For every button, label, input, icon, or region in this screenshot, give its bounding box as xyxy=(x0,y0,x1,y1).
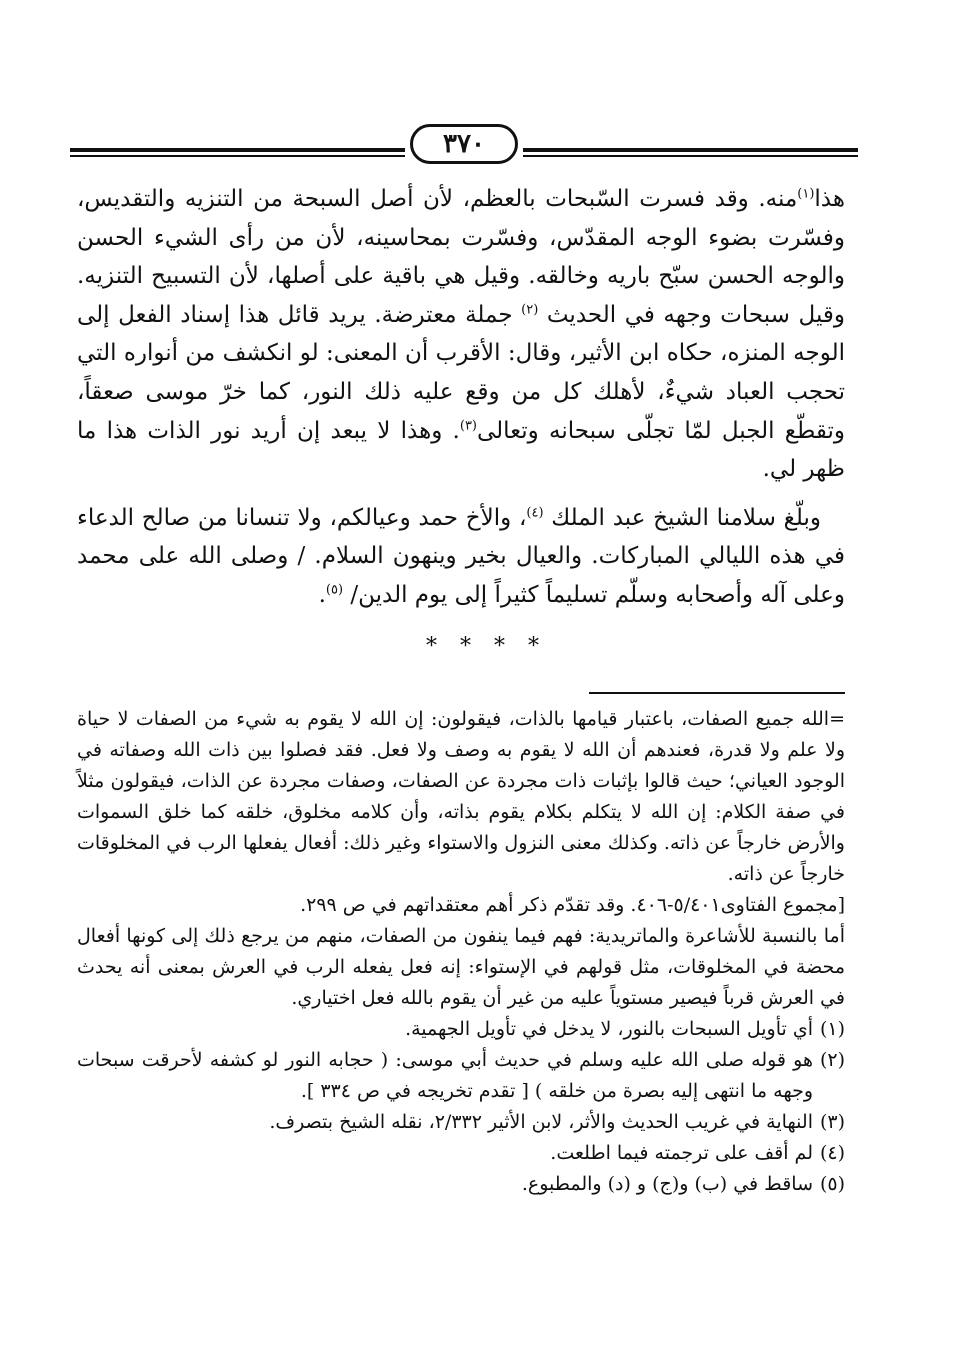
footnote-item-5 xyxy=(77,1169,845,1200)
footnote-item-4 xyxy=(77,1138,845,1169)
footnote-text: هو قوله صلى الله عليه وسلم في حديث أبي موسى: ( حجابه النور لو كشفه لأحرقت سبحات وجهه ما انتهى إليه بصرة من خلقه ) [ تقدم تخريجه في ص ٣٣٤ ]. xyxy=(77,1049,813,1102)
main-paragraph-1 xyxy=(77,180,845,489)
footnote-number: (٢) xyxy=(819,1049,845,1071)
footnote-ref-5: (٥) xyxy=(325,582,344,598)
footnote-ref-2: (٢) xyxy=(521,302,539,318)
footnote-citation: [مجموع الفتاوى٥/٤٠١-٤٠٦. وقد تقدّم ذكر أهم معتقداتهم في ص ٢٩٩. xyxy=(300,894,845,916)
p1-text-d: . وهذا لا يبعد إن أريد نور الذات هذا ما ظهر لي. xyxy=(77,417,845,483)
footnote-ref-3: (٣) xyxy=(459,417,477,433)
p2-text-c: . xyxy=(318,581,326,608)
p2-text-a: وبلّغ سلامنا الشيخ عبد الملك xyxy=(543,504,821,531)
footnote-divider xyxy=(589,692,845,694)
footnote-text: ساقط في (ب) و(ج) و (د) والمطبوع. xyxy=(521,1173,813,1195)
footnote-ref-4: (٤) xyxy=(526,505,544,521)
footnote-ref-1: (١) xyxy=(797,186,815,202)
p1-text-a: هذا xyxy=(814,186,845,212)
page-header xyxy=(70,118,858,168)
section-separator: * * * * xyxy=(426,634,547,659)
footnote-item-3 xyxy=(77,1107,845,1138)
footnote-number: (٤) xyxy=(819,1142,845,1164)
header-rule-left xyxy=(70,148,405,158)
p1-text-c: جملة معترضة. يريد قائل هذا إسناد الفعل إلى الوجه المنزه، حكاه ابن الأثير، وقال: الأقرب أن المعنى: لو انكشف من أنواره التي تحجب العباد شيءٌ، لأهلك كل من وقع عليه ذلك النور، كما خرّ موسى صعقاً، وتقطّع الجبل لمّا تجلّى سبحانه وتعالى xyxy=(77,301,845,444)
footnote-number: (١) xyxy=(819,1018,845,1040)
footnote-number: (٣) xyxy=(819,1111,845,1133)
footnote-ashaira: أما بالنسبة للأشاعرة والماتريدية: فهم فيما ينفون من الصفات، منهم من يرجع ذلك إلى كونها أفعال محضة في المخلوقات، مثل قولهم في الإستواء: إنه فعل يفعله الرب في العرش بمعنى أنه يحدث في العرش قرباً فيصير مستوياً عليه من غير أن يقوم بالله فعل اختياري. xyxy=(77,925,845,1009)
main-text xyxy=(77,180,845,615)
footnote-number: (٥) xyxy=(819,1173,845,1195)
main-paragraph-2 xyxy=(77,499,845,615)
footnotes xyxy=(77,704,845,1200)
p1-text-b: منه. وقد فسرت السّبحات بالعظم، لأن أصل السبحة من التنزيه والتقديس، وفسّرت بضوء الوجه المقدّس، وفسّرت بمحاسينه، لأن من رأى الشيء الحسن والوجه الحسن سبّح باريه وخالقه. وقيل هي باقية على أصلها، لأن التسبيح التنزيه. وقيل سبحات وجهه في الحديث xyxy=(77,186,845,328)
footnote-text: لم أقف على ترجمته فيما اطلعت. xyxy=(550,1142,813,1164)
header-rule-right xyxy=(523,148,858,158)
footnote-continuation: =الله جميع الصفات، باعتبار قيامها بالذات، فيقولون: إن الله لا يقوم به شيء من الصفات لا حياة ولا علم ولا قدرة، فعندهم أن الله لا يقوم به وصف ولا فعل. فقد فصلوا بين ذات الله وصفاته في الوجود العياني؛ حيث قالوا بإثبات ذات مجردة عن الصفات، وصفات مجردة عن الذات، فيقولون مثلاً في صفة الكلام: إن الله لا يتكلم بكلام يقوم بذاته، وأن كلامه مخلوق، خلقه كما خلق السموات والأرض خارجاً عن ذاته. وكذلك معنى النزول والاستواء وغير ذلك: أفعال يفعلها الرب في المخلوقات خارجاً عن ذاته. xyxy=(77,708,845,885)
footnote-item-2 xyxy=(77,1045,845,1107)
footnote-text: النهاية في غريب الحديث والأثر، لابن الأثير ٢/٣٣٢، نقله الشيخ بتصرف. xyxy=(269,1111,813,1133)
page-number: ٣٧٠ xyxy=(410,124,518,164)
footnote-item-1 xyxy=(77,1014,845,1045)
p2-text-b: ، والأخ حمد وعيالكم، ولا تنسانا من صالح الدعاء في هذه الليالي المباركات. والعيال بخير وينهون السلام. / وصلى الله على محمد وعلى آله وأصحابه وسلّم تسليماً كثيراً إلى يوم الدين/ xyxy=(77,504,845,608)
footnote-text: أي تأويل السبحات بالنور، لا يدخل في تأويل الجهمية. xyxy=(405,1018,813,1040)
